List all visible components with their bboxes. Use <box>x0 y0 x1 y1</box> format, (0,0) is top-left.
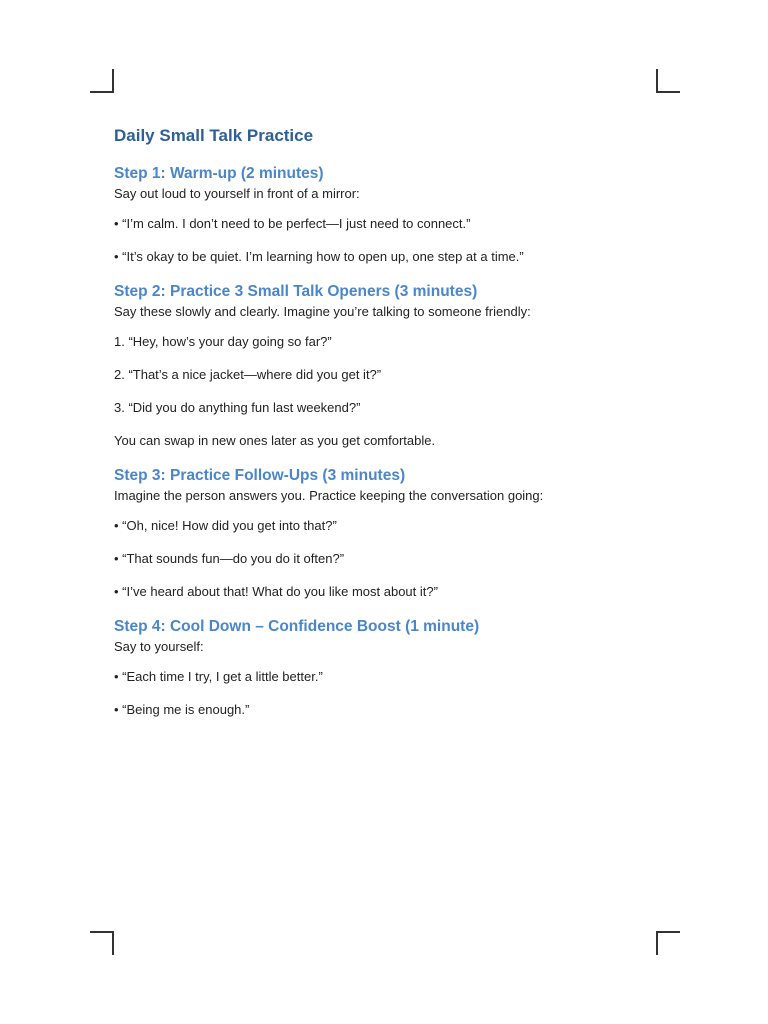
step-2-note: You can swap in new ones later as you get comfortable. <box>114 433 436 448</box>
step-3-section <box>114 466 654 600</box>
step-1-intro: Say out loud to yourself in front of a mirror: <box>114 186 360 201</box>
crop-mark-bottom-left <box>90 931 114 955</box>
step-3-intro: Imagine the person answers you. Practice keeping the conversation going: <box>114 488 544 503</box>
step-3-line-1: • “Oh, nice! How did you get into that?” <box>114 518 337 533</box>
step-2-section <box>114 282 654 449</box>
step-1-heading: Step 1: Warm-up (2 minutes) <box>114 165 324 182</box>
step-2-heading: Step 2: Practice 3 Small Talk Openers (3 minutes) <box>114 283 478 300</box>
crop-mark-bottom-right <box>656 931 680 955</box>
step-1-line-1: • “I’m calm. I don’t need to be perfect—I just need to connect.” <box>114 216 471 231</box>
crop-mark-top-right <box>656 69 680 93</box>
step-1-section <box>114 164 654 265</box>
step-3-line-3: • “I’ve heard about that! What do you like most about it?” <box>114 584 438 599</box>
step-3-heading: Step 3: Practice Follow-Ups (3 minutes) <box>114 467 406 484</box>
step-2-line-3: 3. “Did you do anything fun last weekend?” <box>114 400 361 415</box>
document-body <box>114 126 654 735</box>
step-4-section <box>114 617 654 718</box>
step-4-line-1: • “Each time I try, I get a little better.” <box>114 669 323 684</box>
step-2-intro: Say these slowly and clearly. Imagine you’re talking to someone friendly: <box>114 304 531 319</box>
step-2-line-1: 1. “Hey, how’s your day going so far?” <box>114 334 332 349</box>
step-1-line-2: • “It’s okay to be quiet. I’m learning how to open up, one step at a time.” <box>114 249 524 264</box>
step-2-line-2: 2. “That’s a nice jacket—where did you get it?” <box>114 367 382 382</box>
step-3-line-2: • “That sounds fun—do you do it often?” <box>114 551 345 566</box>
document-title: Daily Small Talk Practice <box>114 126 314 145</box>
step-4-intro: Say to yourself: <box>114 639 204 654</box>
step-4-line-2: • “Being me is enough.” <box>114 702 250 717</box>
crop-mark-top-left <box>90 69 114 93</box>
step-4-heading: Step 4: Cool Down – Confidence Boost (1 minute) <box>114 618 480 635</box>
